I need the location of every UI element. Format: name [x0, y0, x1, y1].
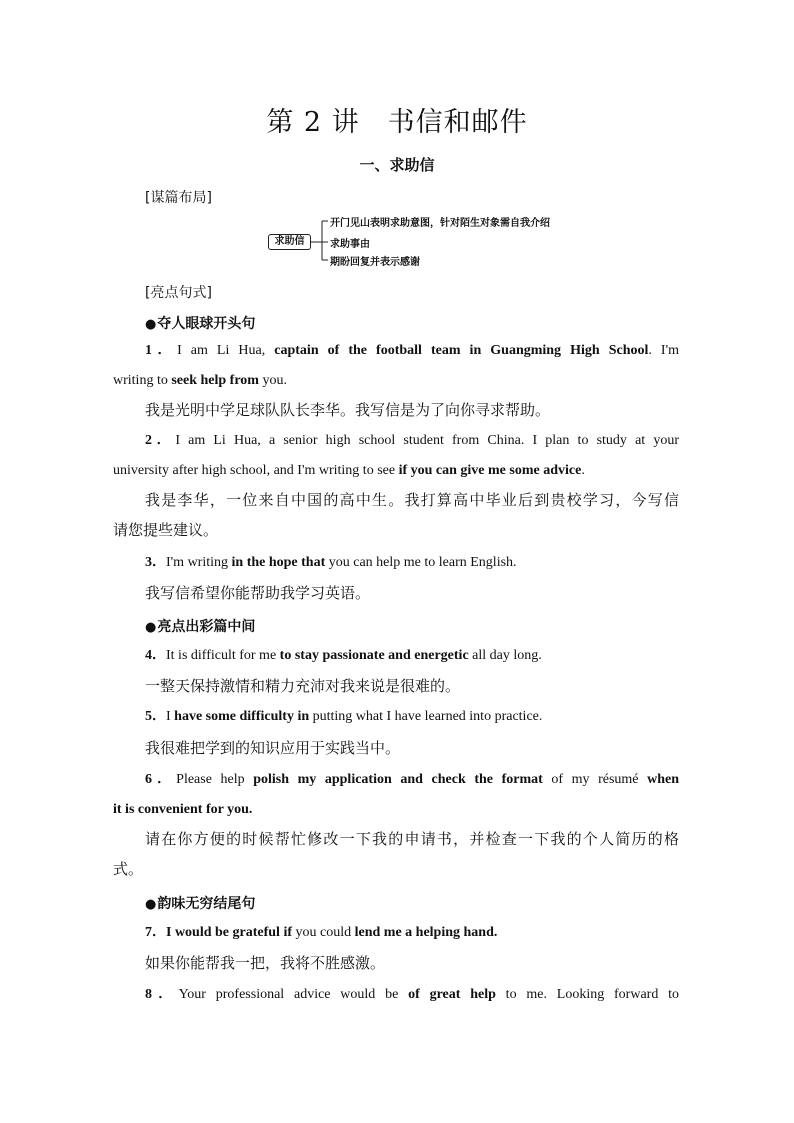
sentence-highlight: seek help from: [171, 373, 259, 388]
example-sentence-7: [113, 918, 679, 948]
translation-text: 请您提些建议。: [113, 521, 219, 539]
translation-text: 我是光明中学足球队队长李华。我写信是为了向你寻求帮助。: [145, 401, 551, 419]
sentence-highlight: if you can give me some advice: [398, 463, 582, 478]
bullet-text: 韵味无穷结尾句: [157, 896, 256, 912]
translation-text: 如果你能帮我一把，我将不胜感激。: [145, 954, 386, 972]
bullet-heading-middle: [145, 616, 255, 636]
bullet-dot-icon: ●: [145, 897, 157, 912]
item-number: 6．: [145, 772, 177, 787]
example-sentence-1: [113, 336, 679, 396]
sentence-text: putting what I have learned into practice.: [309, 709, 543, 724]
bullet-dot-icon: ●: [145, 620, 157, 635]
translation-text: 一整天保持激情和精力充沛对我来说是很难的。: [145, 677, 461, 695]
translation-text: 式。: [113, 860, 144, 878]
item-number: 3．: [145, 555, 166, 570]
translation-7: [113, 948, 679, 978]
item-number: 5．: [145, 709, 166, 724]
translation-text: 我很难把学到的知识应用于实践当中。: [145, 739, 401, 757]
sentence-text: writing to: [113, 373, 172, 388]
bullet-text: 夺人眼球开头句: [157, 316, 256, 332]
diagram-item: 期盼回复并表示感谢: [330, 257, 420, 268]
section-label-sentences: [亮点句式]: [145, 285, 212, 301]
sentence-text: university after high school, and I'm writing to see: [113, 463, 399, 478]
item-number: 2．: [145, 433, 176, 448]
bullet-text: 亮点出彩篇中间: [157, 619, 256, 635]
sentence-text: to me. Looking forward to: [495, 987, 679, 1002]
sentence-text: It is difficult for me: [166, 648, 280, 663]
sentence-text: Your professional advice would be: [178, 987, 409, 1002]
sentence-text: you can help me to learn English.: [325, 555, 517, 570]
example-sentence-6: [113, 765, 679, 825]
example-sentence-5: [113, 702, 679, 732]
sentence-highlight: to stay passionate and energetic: [279, 648, 469, 663]
sentence-text: you could: [292, 925, 355, 940]
sentence-text: I'm writing: [166, 555, 232, 570]
sentence-text: . I'm: [648, 343, 680, 358]
item-number: 8．: [145, 987, 179, 1002]
translation-6: [113, 824, 679, 884]
item-number: 7．: [145, 925, 166, 940]
example-sentence-3: [113, 548, 679, 578]
diagram-item: 求助事由: [330, 239, 370, 250]
bullet-heading-opening: [145, 313, 255, 333]
sentence-highlight: and check the format: [400, 772, 543, 787]
translation-text: 我是李华，一位来自中国的高中生。我打算高中毕业后到贵校学习，今写信: [145, 491, 679, 509]
translation-1: [113, 395, 679, 425]
diagram-item: 开门见山表明求助意图，针对陌生对象需自我介绍: [330, 218, 550, 229]
translation-3: [113, 578, 679, 608]
example-sentence-2: [113, 426, 679, 486]
diagram-center-box: 求助信: [268, 234, 311, 250]
item-number: 4．: [145, 648, 166, 663]
page-title: 第 2 讲 书信和邮件: [266, 107, 528, 138]
structure-diagram: [268, 212, 588, 268]
translation-text: 我写信希望你能帮助我学习英语。: [145, 584, 371, 602]
sentence-text: .: [581, 463, 585, 478]
sentence-highlight: in the hope that: [231, 555, 326, 570]
example-sentence-4: [113, 641, 679, 671]
sentence-highlight: it is convenient for you.: [113, 802, 253, 817]
sentence-text: Please help: [176, 772, 254, 787]
sentence-highlight: of great help: [408, 987, 496, 1002]
example-sentence-8: [113, 980, 679, 1010]
translation-4: [113, 671, 679, 701]
sentence-highlight: captain of the football team in Guangming High School: [274, 343, 649, 358]
sentence-text: you.: [258, 373, 287, 388]
sentence-highlight: when: [647, 772, 679, 787]
sentence-text: I am Li Hua, a senior high school student from China. I plan to study at your: [175, 433, 679, 448]
translation-2: [113, 485, 679, 545]
item-number: 1．: [145, 343, 178, 358]
translation-5: [113, 733, 679, 763]
sentence-text: I am Li Hua,: [177, 343, 275, 358]
sentence-highlight: have some difficulty in: [174, 709, 310, 724]
sentence-text: of my résumé: [542, 772, 648, 787]
bullet-dot-icon: ●: [145, 317, 157, 332]
sentence-text: all day long.: [468, 648, 542, 663]
section-subtitle: 一、求助信: [359, 156, 435, 174]
bullet-heading-ending: [145, 893, 255, 913]
sentence-highlight: lend me a helping hand.: [354, 925, 498, 940]
translation-text: 请在你方便的时候帮忙修改一下我的申请书，并检查一下我的个人简历的格: [145, 830, 679, 848]
sentence-text: I: [166, 709, 175, 724]
section-label-layout: [谋篇布局]: [145, 190, 212, 206]
sentence-highlight: polish my application: [253, 772, 392, 787]
sentence-highlight: I would be grateful if: [166, 925, 292, 940]
